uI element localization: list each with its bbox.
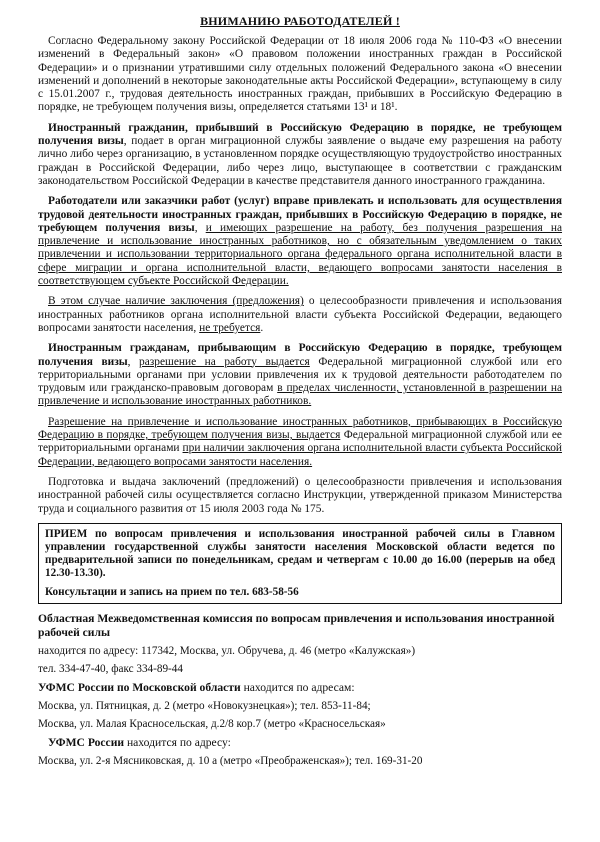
underlined-text: Разрешение на привлечение и использование иностранных работников, прибывающих в Российскую Федерацию в порядке, требующем получения визы, выдается bbox=[38, 415, 562, 442]
commission-address: находится по адресу: 117342, Москва, ул. Обручева, д. 46 (метро «Калужская») bbox=[38, 644, 416, 657]
intro-paragraph: Согласно Федеральному закону Российской Федерации от 18 июля 2006 года № 110-ФЗ «О внесении изменений в Федеральный закон» «О правовом положении иностранных граждан в Российской Федерации» и о признании утратившими силу отдельных положений Федерального закона «О внесении изменений и дополнений в некоторые законодательные акты Российской Федерации», вступающему в силу с 15.01.2007 г., трудовая деятельность иностранных граждан, прибывших в Российскую Федерацию в порядке, не требующем получения визы, определяется статьями 13¹ и 18¹. bbox=[38, 35, 562, 114]
separator-text: , bbox=[127, 355, 140, 368]
consultation-phone-text: Консультации и запись на прием по тел. 683-58-56 bbox=[45, 585, 299, 598]
underlined-text: разрешение на работу выдается bbox=[139, 355, 310, 368]
paragraph-text: , подает в орган миграционной службы заявление о выдаче ему разрешения на работу лично либо через организацию, в установленном порядке осуществляющую трудоустройство иностранных граждан в Российской Федерации, либо через лицо, выступающее в соответствии с гражданским законодательством Российской Федерации в качестве представителя данного иностранного гражданина. bbox=[38, 135, 562, 187]
ufms-russia-heading: УФМС России находится по адресу: bbox=[48, 735, 231, 749]
bold-lead: Работодатели или заказчики работ (услуг) вправе привлекать и использовать для осуществления трудовой деятельности иностранных граждан, прибывших в Российскую Федерацию в порядке, не требующем получения визы bbox=[38, 195, 562, 234]
ufms-moscow-region-heading: УФМС России по Московской области находится по адресам: bbox=[38, 680, 355, 694]
period-text: . bbox=[260, 321, 264, 334]
paragraph-text: Федеральной миграционной службой или ее территориальными органами bbox=[38, 429, 562, 455]
commission-phone: тел. 334-47-40, факс 334-89-44 bbox=[38, 662, 183, 675]
paragraph-conclusion-not-required bbox=[38, 295, 562, 335]
underlined-text: при наличии заключения органа исполнительной власти субъекта Российской Федерации, ведающего вопросами занятости населения. bbox=[38, 442, 562, 468]
ufms-russia-name: УФМС России bbox=[48, 735, 125, 749]
ufms-moscow-region-address-1: Москва, ул. Пятницкая, д. 2 (метро «Новокузнецкая»); тел. 853-11-84; bbox=[38, 699, 371, 712]
commission-name: Областная Межведомственная комиссия по вопросам привлечения и использования иностранной рабочей силы bbox=[38, 611, 555, 639]
underlined-text: не требуется bbox=[199, 321, 261, 334]
paragraph-visa-required bbox=[38, 342, 562, 408]
ufms-russia-address: Москва, ул. 2-я Мясниковская, д. 10 а (метро «Преображенская»); тел. 169-31-20 bbox=[38, 754, 423, 767]
separator-text: , bbox=[194, 221, 206, 234]
paragraph-visa-free-application bbox=[38, 122, 562, 188]
ufms-moscow-region-address-2: Москва, ул. Малая Красносельская, д.2/8 кор.7 (метро «Красносельская» bbox=[38, 717, 386, 730]
paragraph-text: Федеральной миграционной службой или его территориальными органами при условии привлечения их к трудовой деятельности работодателем по трудовым или гражданско-правовым договорам bbox=[38, 355, 562, 395]
reception-notice-text: ПРИЕМ по вопросам привлечения и использования иностранной рабочей силы в Главном управлении государственной службы занятости населения Московской области ведется по предварительной записи по понедельникам, средам и четвергам с 10.00 до 16.00 (перерыв на обед 12.30-13.30). bbox=[45, 527, 555, 579]
paragraph-permit-issuance bbox=[38, 416, 562, 469]
underlined-text: в пределах численности, установленной в разрешении на привлечение и использование иностранных работников. bbox=[38, 382, 562, 408]
ufms-moscow-region-name: УФМС России по Московской области bbox=[38, 680, 241, 694]
paragraph-employers-right bbox=[38, 195, 562, 288]
bold-lead: Иностранным гражданам, прибывающим в Российскую Федерацию в порядке, требующем получения визы bbox=[38, 342, 562, 368]
reception-notice-box bbox=[38, 523, 562, 604]
contacts-section bbox=[38, 612, 562, 768]
underlined-text: и имеющих разрешение на работу, без получения разрешения на привлечение и использование иностранных работников, но с обязательным уведомлением о таких привлечении и использовании территориального органа федерального органа исполнительной власти в сфере миграции и органа исполнительной власти, ведающего вопросами занятости населения в соответствующем субъекте Российской Федерации. bbox=[38, 221, 563, 288]
page-title: ВНИМАНИЮ РАБОТОДАТЕЛЕЙ ! bbox=[200, 14, 400, 28]
paragraph-instruction: Подготовка и выдача заключений (предложений) о целесообразности привлечения и использования иностранной рабочей силы осуществляется согласно Инструкции, утвержденной приказом Министерства труда и социального развития от 15 июля 2003 года № 175. bbox=[38, 475, 562, 515]
paragraph-text: о целесообразности привлечения и использования иностранных работников органа исполнительной власти субъекта Российской Федерации, ведающего вопросами занятости населения, bbox=[38, 295, 563, 334]
underlined-text: В этом случае наличие заключения (предложения) bbox=[48, 295, 304, 308]
bold-lead: Иностранный гражданин, прибывший в Российскую Федерацию в порядке, не требующем получения визы bbox=[38, 121, 562, 148]
